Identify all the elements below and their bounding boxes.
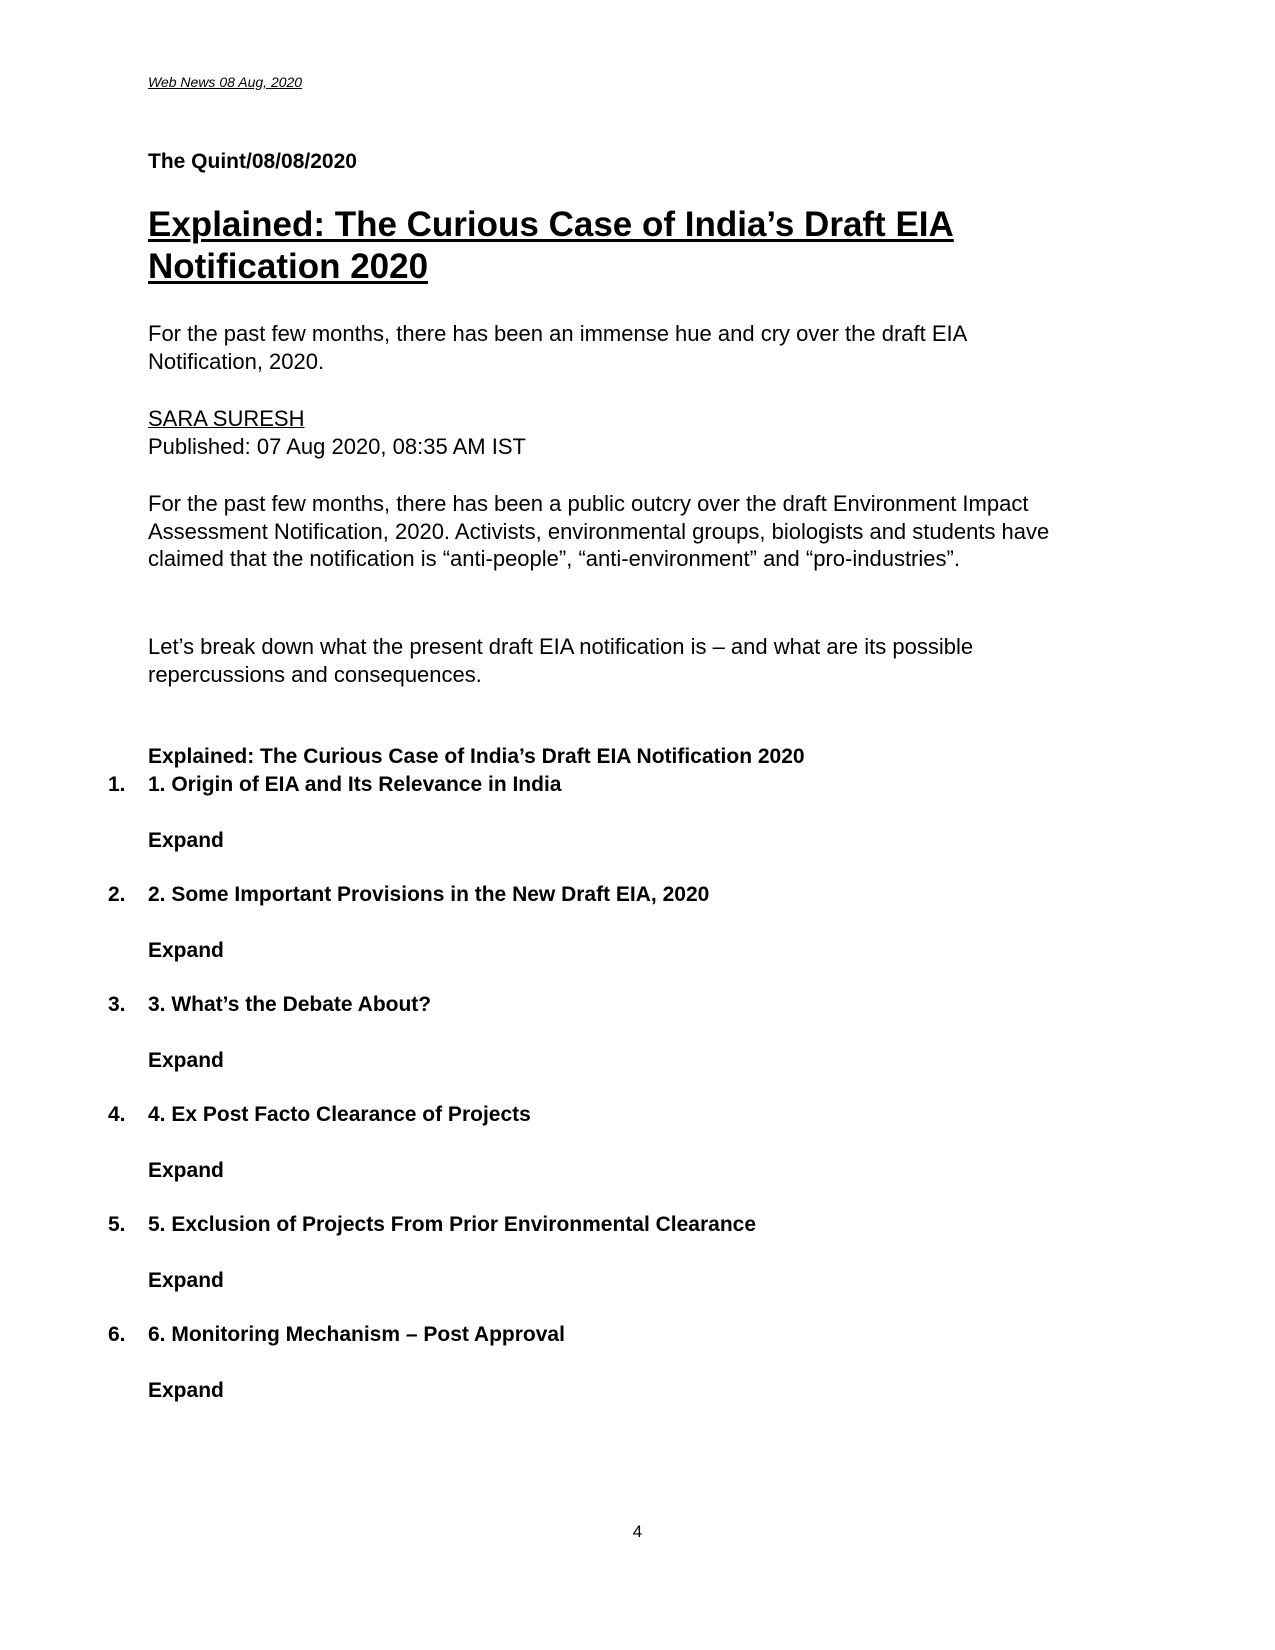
expand-button[interactable]: Expand <box>148 1049 224 1072</box>
expand-button[interactable]: Expand <box>148 939 224 962</box>
toc-item-number: 3. <box>108 993 126 1016</box>
page-number: 4 <box>632 1522 643 1541</box>
article-summary: For the past few months, there has been an immense hue and cry over the draft EIA Notification, 2020. <box>148 321 967 374</box>
toc-item-number: 1. <box>108 773 126 796</box>
toc-item-label: 6. Monitoring Mechanism – Post Approval <box>148 1323 565 1346</box>
toc-item-label: 2. Some Important Provisions in the New Draft EIA, 2020 <box>148 883 710 906</box>
toc-item-number: 4. <box>108 1103 126 1126</box>
toc-item-label: 4. Ex Post Facto Clearance of Projects <box>148 1103 531 1126</box>
expand-button[interactable]: Expand <box>148 829 224 852</box>
toc-item-label: 5. Exclusion of Projects From Prior Environmental Clearance <box>148 1213 757 1236</box>
body-paragraph: Let’s break down what the present draft EIA notification is – and what are its possible repercussions and consequences. <box>148 634 974 687</box>
toc-item-label: 3. What’s the Debate About? <box>148 993 432 1016</box>
expand-button[interactable]: Expand <box>148 1269 224 1292</box>
header-note: Web News 08 Aug, 2020 <box>148 74 303 90</box>
body-paragraph: For the past few months, there has been a public outcry over the draft Environment Impact Assessment Notification, 2020. Activists, environmental groups, biologists and students have claimed that the notification is “anti-people”, “anti-environment” and “pro-industries”. <box>148 491 1050 571</box>
author-link[interactable]: SARA SURESH <box>148 406 305 431</box>
toc-item-label: 1. Origin of EIA and Its Relevance in India <box>148 773 562 796</box>
expand-button[interactable]: Expand <box>148 1379 224 1402</box>
article-headline: Explained: The Curious Case of India’s Draft EIA Notification 2020 <box>148 205 954 286</box>
source-line: The Quint/08/08/2020 <box>148 150 357 173</box>
published-date: Published: 07 Aug 2020, 08:35 AM IST <box>148 434 526 459</box>
toc-title: Explained: The Curious Case of India’s Draft EIA Notification 2020 <box>148 745 805 768</box>
toc-item-number: 5. <box>108 1213 126 1236</box>
expand-button[interactable]: Expand <box>148 1159 224 1182</box>
toc-item-number: 6. <box>108 1323 126 1346</box>
toc-item-number: 2. <box>108 883 126 906</box>
